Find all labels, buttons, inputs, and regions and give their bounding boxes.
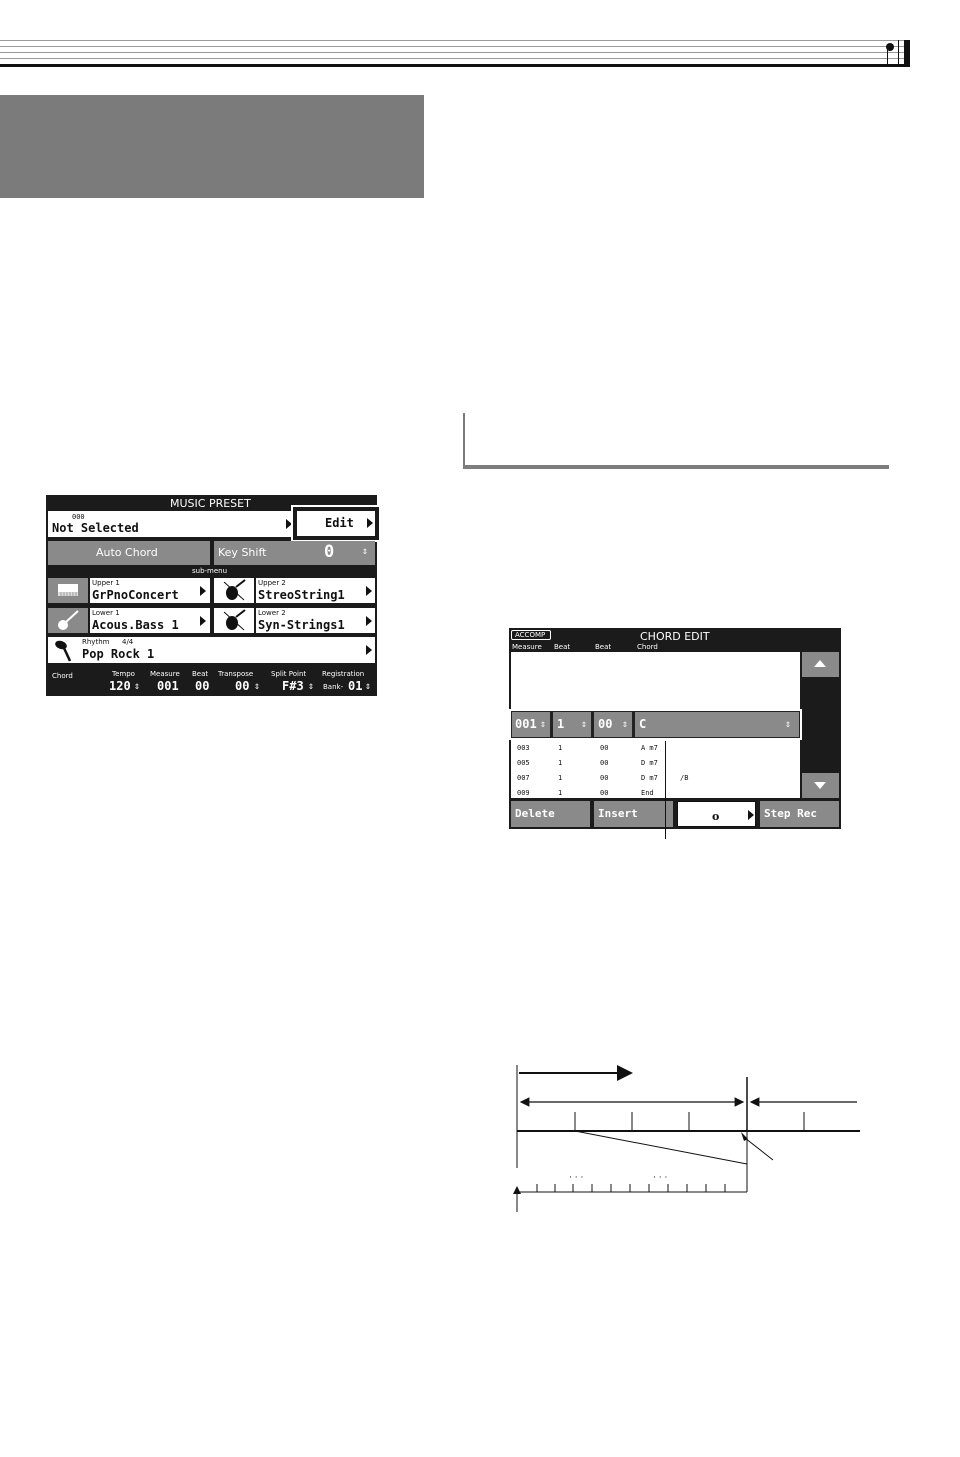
- part-value: Syn-Strings1: [258, 618, 345, 632]
- registration-label: Registration: [322, 670, 365, 678]
- row-chord: D m7: [641, 774, 658, 782]
- scroll-down-button[interactable]: [802, 773, 839, 798]
- part-label: Lower 2: [258, 609, 286, 617]
- tempo-label: Tempo: [112, 670, 135, 678]
- part-icon-lower2: [214, 608, 254, 633]
- chord-value: C: [639, 717, 647, 731]
- piano-icon: [48, 578, 88, 603]
- staff-line-2: [0, 46, 910, 47]
- row-chord: A m7: [641, 744, 658, 752]
- chevron-right-icon: [367, 518, 373, 528]
- submenu-label: sub-menu: [192, 567, 228, 575]
- tempo-value: 120: [109, 679, 131, 693]
- triangle-down-icon: [814, 782, 826, 789]
- chord-edit-screen: [509, 628, 841, 829]
- key-shift-label: Key Shift: [218, 546, 267, 559]
- pointer-line: [745, 1138, 773, 1160]
- row-tick: 00: [600, 759, 609, 767]
- rhythm-meter: 4/4: [122, 638, 134, 646]
- up-down-icon[interactable]: ⇕: [134, 681, 141, 692]
- zoom-line-left: [575, 1131, 747, 1164]
- staff-line-1: [0, 40, 910, 41]
- row-tick: 00: [600, 744, 609, 752]
- part-upper2[interactable]: [256, 578, 375, 603]
- row-measure: 007: [517, 774, 530, 782]
- chevron-right-icon: [200, 586, 206, 596]
- split-point-value: F#3: [282, 679, 304, 693]
- registration-value: 01: [348, 679, 363, 693]
- up-down-icon[interactable]: ⇕: [254, 681, 261, 692]
- row-chord: D m7: [641, 759, 658, 767]
- preset-name: Not Selected: [52, 521, 139, 535]
- step-rec-button[interactable]: [760, 801, 839, 827]
- beat-value: 00: [195, 679, 210, 693]
- row-measure: 005: [517, 759, 530, 767]
- auto-chord-label: Auto Chord: [96, 546, 158, 559]
- part-label: Upper 2: [258, 579, 286, 587]
- part-label: Upper 1: [92, 579, 120, 587]
- up-down-icon[interactable]: ⇕: [362, 546, 369, 557]
- rhythm-row[interactable]: [48, 637, 375, 663]
- staff-line-4: [0, 58, 910, 59]
- up-down-icon[interactable]: ⇕: [785, 719, 792, 730]
- row-beat: 1: [558, 789, 563, 797]
- violin-icon: [214, 608, 254, 633]
- row-measure: 009: [517, 789, 530, 797]
- chord-status-label: Chord: [52, 672, 73, 680]
- part-value: StreoString1: [258, 588, 345, 602]
- tick-value: 00: [598, 717, 613, 731]
- measure-field[interactable]: [512, 712, 550, 737]
- callout-line: [665, 741, 666, 839]
- rhythm-label: Rhythm: [82, 638, 110, 646]
- music-preset-screen: [46, 495, 377, 696]
- staff-line-3: [0, 52, 910, 53]
- microphone-icon: [50, 637, 80, 663]
- section-header-block: [0, 95, 424, 198]
- timing-diagram: [505, 1060, 865, 1220]
- preset-number: 000: [72, 513, 85, 521]
- column-header-chord: Chord: [637, 643, 658, 651]
- row-bass: /B: [680, 774, 689, 782]
- insert-button[interactable]: [594, 801, 673, 827]
- column-header-beat: Beat: [554, 643, 571, 651]
- part-lower2[interactable]: [256, 608, 375, 633]
- music-preset-title: MUSIC PRESET: [170, 497, 251, 510]
- beat-label: Beat: [192, 670, 209, 678]
- measure-label: Measure: [150, 670, 180, 678]
- registration-bank: Bank-: [323, 683, 344, 691]
- whole-note-icon: o: [712, 810, 720, 823]
- insert-label: Insert: [598, 807, 638, 820]
- chord-edit-title: CHORD EDIT: [640, 630, 710, 643]
- chevron-right-icon: [200, 616, 206, 626]
- violin-icon: [214, 578, 254, 603]
- row-measure: 003: [517, 744, 530, 752]
- chevron-right-icon: [366, 645, 372, 655]
- staff-line-5: [0, 64, 910, 67]
- accomp-badge-label: ACCOMP: [515, 631, 546, 639]
- up-down-icon[interactable]: ⇕: [365, 681, 372, 692]
- triangle-up-icon: [814, 660, 826, 667]
- staff-end-bar: [904, 40, 910, 67]
- up-down-icon[interactable]: ⇕: [540, 719, 547, 730]
- delete-label: Delete: [515, 807, 555, 820]
- key-shift-control[interactable]: [214, 541, 375, 565]
- music-note-stem: [887, 47, 888, 65]
- part-value: GrPnoConcert: [92, 588, 179, 602]
- transpose-value: 00: [235, 679, 250, 693]
- up-down-icon[interactable]: ⇕: [581, 719, 588, 730]
- beat-field[interactable]: [553, 712, 591, 737]
- up-down-icon[interactable]: ⇕: [622, 719, 629, 730]
- row-tick: 00: [600, 774, 609, 782]
- note-value-button[interactable]: [677, 801, 756, 827]
- part-icon-lower1: [48, 608, 88, 633]
- step-rec-label: Step Rec: [764, 807, 817, 820]
- scroll-up-button[interactable]: [802, 652, 839, 677]
- measure-value: 001: [515, 717, 537, 731]
- subsection-box: [463, 413, 889, 469]
- part-upper1[interactable]: [90, 578, 210, 603]
- part-value: Acous.Bass 1: [92, 618, 179, 632]
- row-beat: 1: [558, 744, 563, 752]
- dots-label: · · ·: [653, 1173, 668, 1183]
- chevron-right-icon: [748, 810, 754, 820]
- edit-label: Edit: [325, 516, 354, 530]
- delete-button[interactable]: [511, 801, 590, 827]
- part-icon-upper1: [48, 578, 88, 603]
- auto-chord-button[interactable]: [48, 541, 210, 565]
- row-chord: End: [641, 789, 654, 797]
- column-header-measure: Measure: [512, 643, 542, 651]
- staff-barline: [898, 40, 899, 67]
- beat-value: 1: [557, 717, 565, 731]
- guitar-icon: [48, 608, 88, 633]
- dots-label: · · ·: [569, 1173, 584, 1183]
- part-icon-upper2: [214, 578, 254, 603]
- part-label: Lower 1: [92, 609, 120, 617]
- split-point-label: Split Point: [271, 670, 307, 678]
- transpose-label: Transpose: [218, 670, 254, 678]
- measure-value: 001: [157, 679, 179, 693]
- key-shift-value: 0: [324, 542, 335, 562]
- up-down-icon[interactable]: ⇕: [308, 681, 315, 692]
- chord-field[interactable]: [635, 712, 799, 737]
- row-tick: 00: [600, 789, 609, 797]
- chevron-right-icon: [366, 586, 372, 596]
- column-header-tick: Beat: [595, 643, 612, 651]
- accomp-badge: [511, 630, 551, 640]
- rhythm-value: Pop Rock 1: [82, 647, 155, 661]
- tick-field[interactable]: [594, 712, 632, 737]
- edit-button[interactable]: [297, 511, 375, 536]
- chevron-right-icon: [366, 616, 372, 626]
- part-lower1[interactable]: [90, 608, 210, 633]
- row-beat: 1: [558, 759, 563, 767]
- preset-name-cell[interactable]: [48, 511, 294, 537]
- row-beat: 1: [558, 774, 563, 782]
